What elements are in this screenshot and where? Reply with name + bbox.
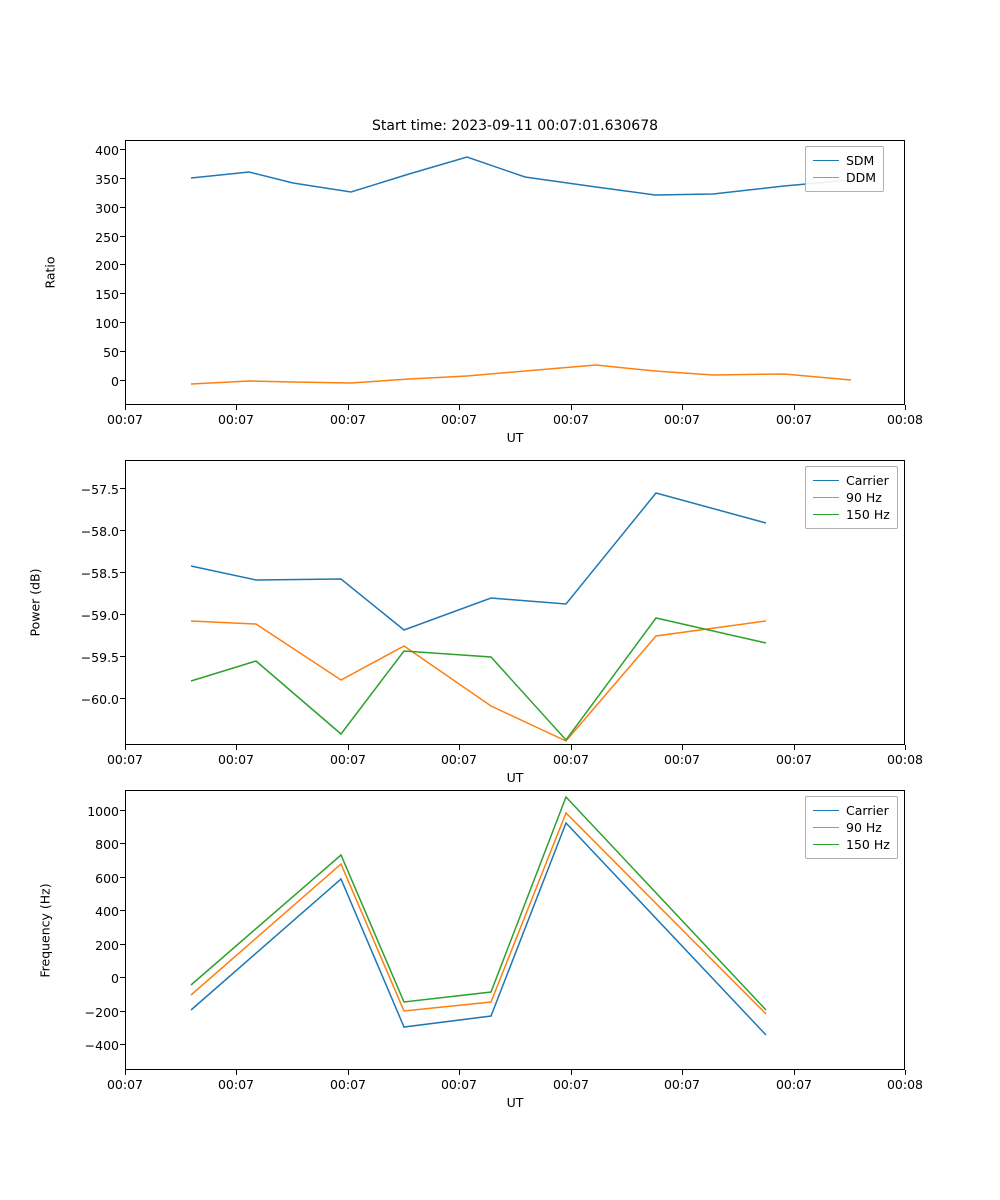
xtick-label: 00:07 [217, 752, 255, 767]
xtick-label: 00:08 [886, 752, 924, 767]
xtick-label: 00:07 [440, 1077, 478, 1092]
plot-area-ratio [125, 140, 905, 405]
legend-label-carrier: Carrier [846, 803, 889, 818]
legend-swatch-sdm [813, 160, 839, 161]
ytick-label: 100 [95, 316, 119, 331]
series-line-90hz [191, 621, 766, 741]
ytick-label: −59.0 [80, 608, 119, 623]
ytick-label: −60.0 [80, 692, 119, 707]
legend-panel-1 [805, 146, 884, 192]
panel-frequency [0, 780, 1000, 1200]
yaxis-title: Power (dB) [27, 568, 43, 637]
xtick-label: 00:07 [440, 412, 478, 427]
xtick-label: 00:07 [217, 412, 255, 427]
xtick-label: 00:07 [663, 1077, 701, 1092]
ytick-label: 200 [95, 258, 119, 273]
yaxis-title: Frequency (Hz) [37, 883, 53, 978]
series-line-sdm [191, 157, 851, 195]
xtick-label: 00:07 [106, 752, 144, 767]
legend-label-150hz: 150 Hz [846, 837, 890, 852]
legend-label-90hz: 90 Hz [846, 490, 882, 505]
legend-label-sdm: SDM [846, 153, 875, 168]
ytick-label: 350 [95, 172, 119, 187]
ytick-label: −57.5 [80, 482, 119, 497]
plot-area-power [125, 460, 905, 745]
ytick-label: 300 [95, 201, 119, 216]
legend-swatch-150hz [813, 514, 839, 515]
power-lines [126, 461, 904, 744]
xtick-label: 00:07 [552, 752, 590, 767]
legend-swatch-carrier [813, 480, 839, 481]
legend-item [813, 169, 876, 186]
legend-swatch-carrier [813, 810, 839, 811]
xtick-label: 00:07 [329, 1077, 367, 1092]
ytick-label: −58.0 [80, 524, 119, 539]
panel-ratio [0, 0, 1000, 445]
legend-item [813, 802, 890, 819]
xtick-label: 00:07 [552, 412, 590, 427]
panel-power [0, 440, 1000, 785]
legend-swatch-150hz [813, 844, 839, 845]
series-line-150hz [191, 618, 766, 740]
ytick-label: 400 [95, 143, 119, 158]
legend-item [813, 152, 876, 169]
xtick-label: 00:07 [663, 412, 701, 427]
legend-item [813, 819, 890, 836]
ytick-label: −59.5 [80, 650, 119, 665]
legend-label-carrier: Carrier [846, 473, 889, 488]
ytick-label: 0 [111, 374, 119, 389]
xtick-label: 00:07 [440, 752, 478, 767]
xtick-label: 00:08 [886, 412, 924, 427]
legend-panel-3 [805, 796, 898, 859]
xtick-label: 00:08 [886, 1077, 924, 1092]
legend-panel-2 [805, 466, 898, 529]
ytick-label: −200 [84, 1005, 119, 1020]
ytick-label: 200 [95, 938, 119, 953]
series-line-carrier [191, 493, 766, 630]
xaxis-title: UT [506, 770, 524, 785]
xtick-label: 00:07 [329, 412, 367, 427]
series-line-90hz [191, 813, 766, 1014]
legend-label-ddm: DDM [846, 170, 877, 185]
xtick-label: 00:07 [775, 412, 813, 427]
series-line-ddm [191, 365, 851, 384]
xtick-label: 00:07 [217, 1077, 255, 1092]
ytick-label: 400 [95, 904, 119, 919]
legend-item [813, 489, 890, 506]
series-line-150hz [191, 797, 766, 1010]
xtick-label: 00:07 [106, 412, 144, 427]
legend-swatch-ddm [813, 177, 839, 178]
chart-title: Start time: 2023-09-11 00:07:01.630678 [371, 118, 659, 134]
ytick-label: 50 [103, 345, 119, 360]
legend-item [813, 472, 890, 489]
yaxis-title: Ratio [42, 256, 58, 289]
ytick-label: −58.5 [80, 566, 119, 581]
frequency-lines [126, 791, 904, 1069]
xtick-label: 00:07 [329, 752, 367, 767]
xaxis-title: UT [506, 430, 524, 445]
ytick-label: 800 [95, 837, 119, 852]
plot-area-frequency [125, 790, 905, 1070]
legend-label-90hz: 90 Hz [846, 820, 882, 835]
ytick-label: 0 [111, 971, 119, 986]
ytick-label: −400 [84, 1038, 119, 1053]
ytick-label: 250 [95, 230, 119, 245]
xtick-label: 00:07 [552, 1077, 590, 1092]
xtick-label: 00:07 [775, 1077, 813, 1092]
legend-label-150hz: 150 Hz [846, 507, 890, 522]
legend-item [813, 506, 890, 523]
ytick-label: 600 [95, 871, 119, 886]
legend-swatch-90hz [813, 827, 839, 828]
xtick-label: 00:07 [775, 752, 813, 767]
xaxis-title: UT [506, 1095, 524, 1110]
ratio-lines [126, 141, 904, 404]
legend-swatch-90hz [813, 497, 839, 498]
xtick-label: 00:07 [663, 752, 701, 767]
ytick-label: 1000 [87, 804, 119, 819]
ytick-label: 150 [95, 287, 119, 302]
legend-item [813, 836, 890, 853]
xtick-label: 00:07 [106, 1077, 144, 1092]
